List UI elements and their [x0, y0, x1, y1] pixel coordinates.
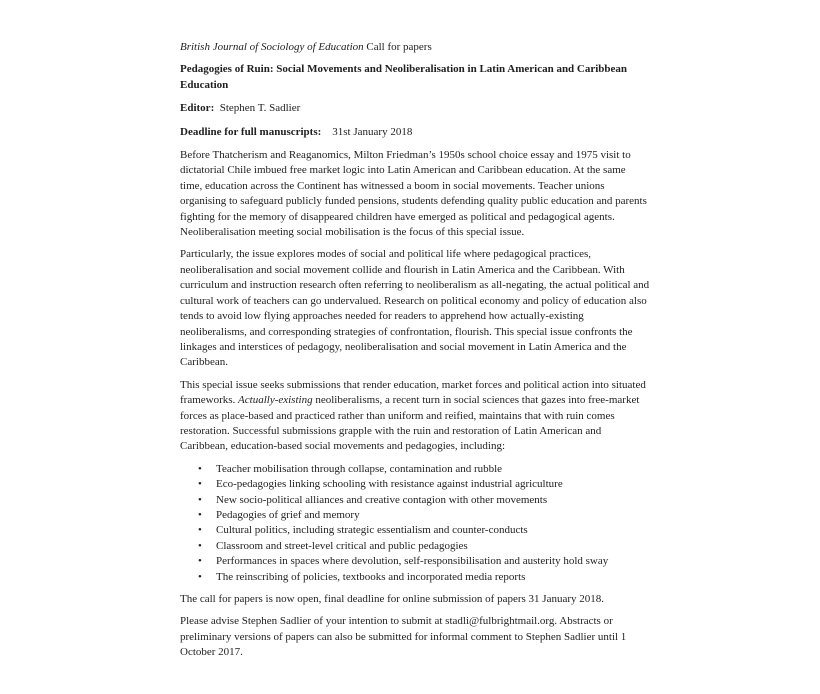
list-item: • The reinscribing of policies, textbooks and incorporated media reports [198, 570, 650, 585]
editor-label: Editor [180, 102, 211, 115]
topics-list [180, 462, 650, 585]
list-item: • Performances in spaces where devolution, self-responsibilisation and austerity hold sway [198, 554, 650, 569]
journal-name: British Journal of Sociology of Education [180, 41, 364, 53]
list-item: • Cultural politics, including strategic essentialism and counter-conducts [198, 523, 650, 538]
submissions-paragraph [180, 378, 650, 455]
deadline-paragraph: The call for papers is now open, final deadline for online submission of papers 31 January 2018. [180, 593, 605, 605]
deadline-line: Deadline for full manuscripts: 31st January 2018 [180, 125, 413, 138]
intro-paragraph: Before Thatcherism and Reaganomics, Milton Friedman’s 1950s school choice essay and 1975 visit to dictatorial Chile imbued free market logic into Latin American and Caribbean education. At the same time, education across the Continent has witnessed a boom in social movements. Teacher unions organising to safeguard publicly funded pensions, students defending quality public education and parents fighting for the memory of disappeared children have emerged as political and pedagogical agents. Neoliberalisation meeting social mobilisation is the focus of this special issue. [180, 149, 647, 239]
document-page [180, 40, 650, 668]
journal-header [180, 40, 650, 55]
editor-line: Editor: Stephen T. Sadlier [180, 102, 301, 115]
list-item: • Pedagogies of grief and memory [198, 508, 650, 523]
submissions-text-start: This special issue seeks submissions that render education, market forces and political action into situated frameworks. [180, 378, 646, 407]
editor-value: Stephen T. Sadlier [219, 102, 301, 115]
list-item: • Eco-pedagogies linking schooling with resistance against industrial agriculture [198, 477, 650, 492]
contact-paragraph: Please advise Stephen Sadlier of your intention to submit at stadli@fulbrightmail.org. Abstracts or preliminary versions of papers can also be submitted for informal comment to Stephen Sadlier until 1 October 2017. [180, 615, 627, 659]
list-item: • New socio-political alliances and creative contagion with other movements [198, 493, 650, 508]
submissions-emphasis: Actually-existing [238, 394, 313, 407]
list-item: • Classroom and street-level critical and public pedagogies [198, 539, 650, 554]
header-suffix: Call for papers [366, 41, 432, 53]
focus-paragraph: Particularly, the issue explores modes of social and political life where pedagogical practices, neoliberalisation and social movement collide and flourish in Latin America and the Caribbean. With curriculum and instruction research often referring to neoliberalism as all-negating, the actual political and cultural work of teachers can go undervalued. Research on political economy and policy of education also tends to avoid low flying approaches needed for readers to apprehend how actually-existing neoliberalisms, and corresponding strategies of confrontation, flourish. This special issue confronts the linkages and interstices of pedagogy, neoliberalisation and social movement in Latin America and the Caribbean. [180, 248, 650, 369]
deadline-value: 31st January 2018 [332, 125, 413, 138]
page-title: Pedagogies of Ruin: Social Movements and Neoliberalisation in Latin American and Caribbean Education [180, 63, 628, 91]
submissions-text-end: neoliberalisms, a recent turn in social sciences that gazes into free-market forces as place-based and practiced rather than uniform and reified, maintains that with ruin comes restoration. Successful submissions grapple with the ruin and restoration of Latin American and Caribbean, education-based social movements and pedagogies, including: [180, 394, 640, 453]
deadline-label: Deadline for full manuscripts [180, 125, 318, 138]
list-item: • Teacher mobilisation through collapse, contamination and rubble [198, 462, 650, 477]
